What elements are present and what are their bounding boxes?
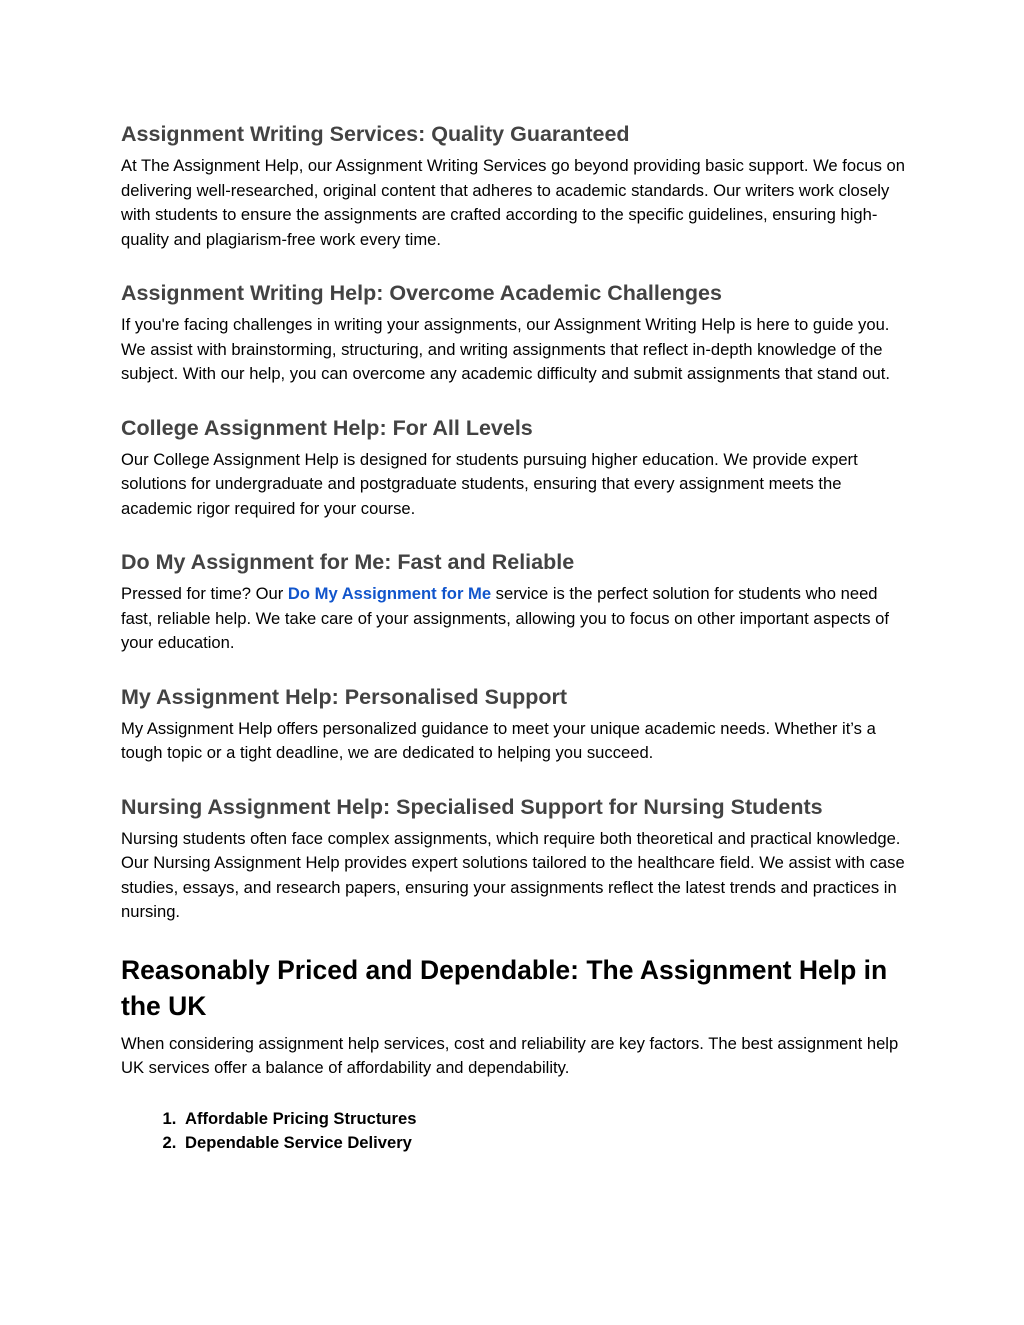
section-heading: Assignment Writing Services: Quality Guaranteed	[121, 122, 630, 146]
body-text-before-link: Pressed for time? Our	[121, 584, 288, 603]
section-body: At The Assignment Help, our Assignment Writing Services go beyond providing basic support. We focus on delivering well-researched, original content that adheres to academic standards. Our writers work closely with students to ensure the assignments are crafted according to the specific guidelines, ensuring high-quality and plagiarism-free work every time.	[121, 156, 906, 249]
section-heading: My Assignment Help: Personalised Support	[121, 684, 567, 709]
section-body: My Assignment Help offers personalized guidance to meet your unique academic needs. Whether it’s a tough topic or a tight deadline, we are dedicated to helping you succeed.	[121, 718, 876, 762]
intro-paragraph: When considering assignment help services, cost and reliability are key factors. The best assignment help UK services offer a balance of affordability and dependability.	[121, 1033, 899, 1077]
main-heading: Reasonably Priced and Dependable: The Assignment Help in the UK	[121, 954, 888, 1021]
section-heading: College Assignment Help: For All Levels	[121, 415, 533, 440]
section-body: Nursing students often face complex assignments, which require both theoretical and practical knowledge. Our Nursing Assignment Help provides expert solutions tailored to the healthcare field. We assist with case studies, essays, and research papers, ensuring your assignments reflect the latest trends and practices in nursing.	[121, 828, 905, 921]
section-body	[121, 582, 911, 656]
section-writing-help	[121, 279, 911, 387]
list-item: 1. Affordable Pricing Structures	[181, 1107, 911, 1132]
body-text-after-link: service is the perfect solution for students who need fast, reliable help. We take care of your assignments, allowing you to focus on other important aspects of your education.	[121, 584, 890, 652]
section-college-help	[121, 414, 911, 522]
section-heading: Assignment Writing Help: Overcome Academic Challenges	[121, 281, 722, 305]
section-writing-services	[121, 120, 911, 252]
section-body: Our College Assignment Help is designed for students pursuing higher education. We provide expert solutions for undergraduate and postgraduate students, ensuring that every assignment meets the academic rigor required for your course.	[121, 449, 858, 518]
section-body: If you're facing challenges in writing your assignments, our Assignment Writing Help is here to guide you. We assist with brainstorming, structuring, and writing assignments that reflect in-depth knowledge of the subject. With our help, you can overcome any academic difficulty and submit assignments that stand out.	[121, 315, 890, 383]
section-personalised-support	[121, 683, 911, 766]
list-item: 2. Dependable Service Delivery	[181, 1131, 911, 1156]
numbered-list	[121, 1107, 911, 1156]
do-my-assignment-link[interactable]: Do My Assignment for Me	[287, 584, 492, 603]
document-page	[121, 120, 911, 1156]
section-heading: Nursing Assignment Help: Specialised Support for Nursing Students	[121, 794, 823, 819]
section-nursing-help	[121, 793, 911, 925]
section-heading: Do My Assignment for Me: Fast and Reliable	[121, 550, 575, 574]
section-do-my-assignment	[121, 548, 911, 656]
